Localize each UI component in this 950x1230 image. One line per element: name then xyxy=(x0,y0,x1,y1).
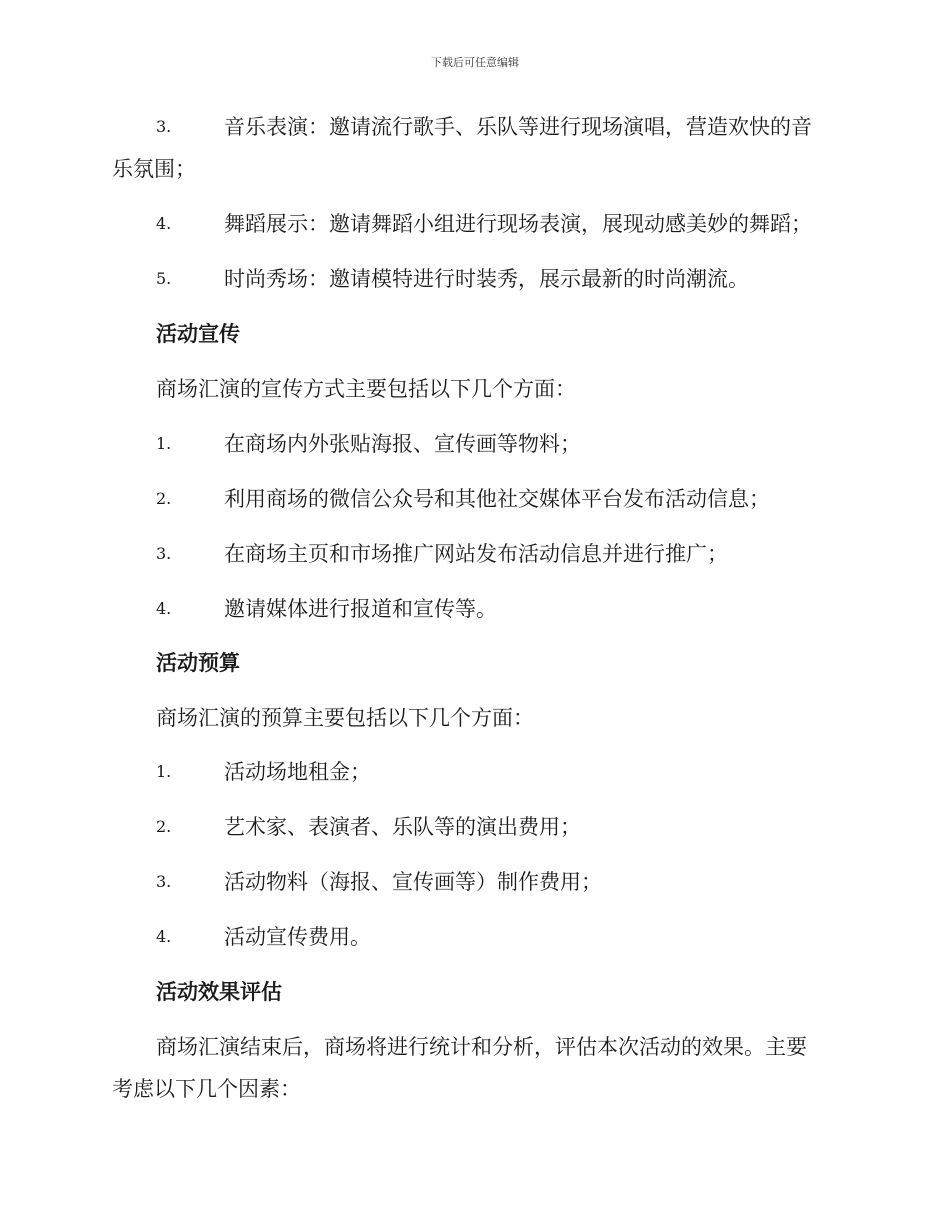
list-number: 2. xyxy=(156,817,172,836)
section-heading-publicity: 活动宣传 xyxy=(156,322,240,346)
list-item-text: 活动宣传费用。 xyxy=(224,925,371,949)
list-number: 3. xyxy=(156,872,172,891)
paragraph-evaluation-line2: 考虑以下几个因素： xyxy=(112,1077,301,1101)
list-item-text: 在商场内外张贴海报、宣传画等物料； xyxy=(224,432,581,456)
list-item-text: 音乐表演：邀请流行歌手、乐队等进行现场演唱，营造欢快的音 xyxy=(224,115,812,139)
list-number: 4. xyxy=(156,927,172,946)
section-heading-budget: 活动预算 xyxy=(156,651,240,675)
list-number: 4. xyxy=(156,599,172,618)
list-item-text: 邀请媒体进行报道和宣传等。 xyxy=(224,597,497,621)
list-number: 1. xyxy=(156,762,172,781)
paragraph-evaluation-line1: 商场汇演结束后，商场将进行统计和分析，评估本次活动的效果。主要 xyxy=(156,1035,807,1059)
list-number: 3. xyxy=(156,117,172,136)
list-number: 5. xyxy=(156,269,172,288)
list-item-text: 在商场主页和市场推广网站发布活动信息并进行推广； xyxy=(224,542,728,566)
list-item-text: 利用商场的微信公众号和其他社交媒体平台发布活动信息； xyxy=(224,487,770,511)
list-item-text-continued: 乐氛围； xyxy=(112,157,196,181)
list-item-text: 活动物料（海报、宣传画等）制作费用； xyxy=(224,870,602,894)
list-item-text: 艺术家、表演者、乐队等的演出费用； xyxy=(224,815,581,839)
list-number: 2. xyxy=(156,489,172,508)
list-item-text: 舞蹈展示：邀请舞蹈小组进行现场表演，展现动感美妙的舞蹈； xyxy=(224,212,812,236)
section-intro-publicity: 商场汇演的宣传方式主要包括以下几个方面： xyxy=(156,377,576,401)
list-number: 4. xyxy=(156,214,172,233)
section-heading-evaluation: 活动效果评估 xyxy=(156,980,282,1004)
list-item-text: 时尚秀场：邀请模特进行时装秀，展示最新的时尚潮流。 xyxy=(224,267,749,291)
list-number: 1. xyxy=(156,434,172,453)
section-intro-budget: 商场汇演的预算主要包括以下几个方面： xyxy=(156,706,534,730)
list-number: 3. xyxy=(156,544,172,563)
list-item-text: 活动场地租金； xyxy=(224,760,371,784)
page-header: 下载后可任意编辑 xyxy=(431,56,519,69)
